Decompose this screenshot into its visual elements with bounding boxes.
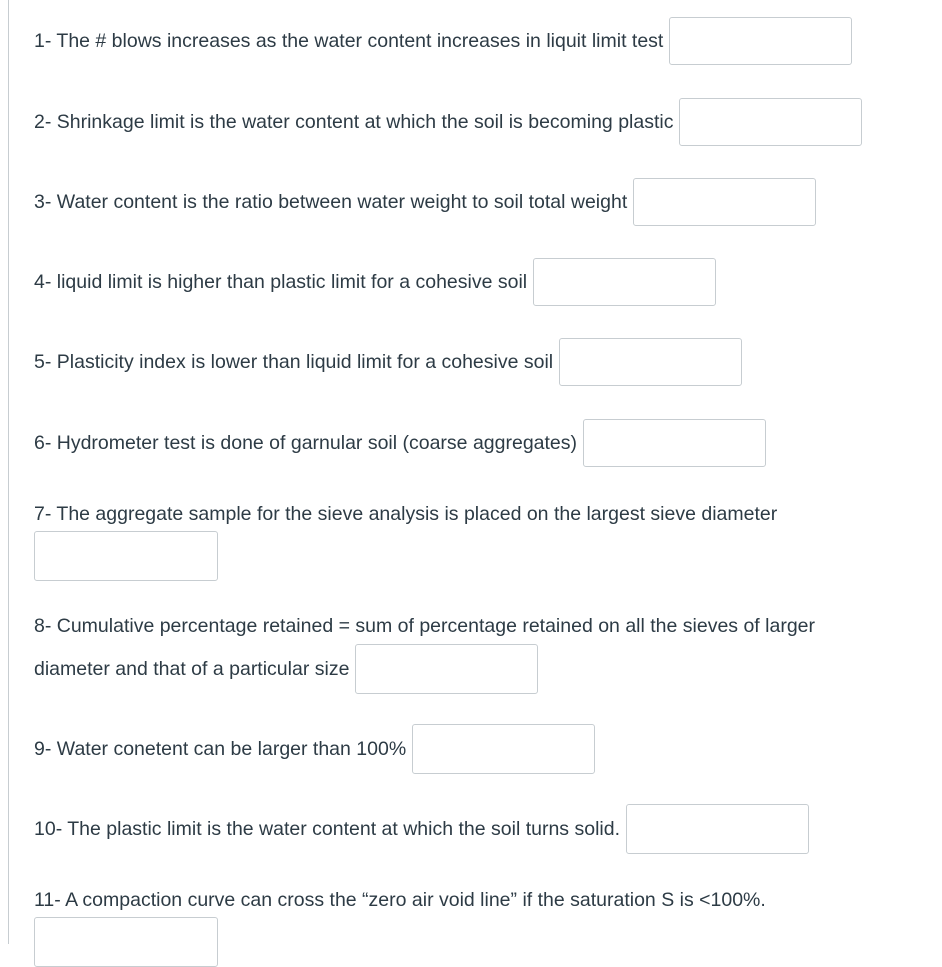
answer-input-6[interactable] <box>583 419 766 467</box>
question-4 <box>34 258 716 306</box>
question-text: 1- The # blows increases as the water content increases in liquit limit test <box>34 30 664 52</box>
answer-input-7[interactable] <box>34 531 218 581</box>
question-text: 9- Water conetent can be larger than 100% <box>34 738 407 760</box>
question-2 <box>34 98 862 146</box>
answer-input-2[interactable] <box>679 98 862 146</box>
question-1 <box>34 17 852 65</box>
question-text: 2- Shrinkage limit is the water content at which the soil is becoming plastic <box>34 111 674 133</box>
question-text: diameter and that of a particular size <box>34 658 350 680</box>
answer-input-9[interactable] <box>412 724 595 774</box>
left-border <box>8 0 9 944</box>
question-text: 6- Hydrometer test is done of garnular soil (coarse aggregates) <box>34 432 578 454</box>
question-text: 10- The plastic limit is the water content at which the soil turns solid. <box>34 818 620 840</box>
question-text: 3- Water content is the ratio between water weight to soil total weight <box>34 191 628 213</box>
question-text: 4- liquid limit is higher than plastic limit for a cohesive soil <box>34 271 528 293</box>
answer-input-1[interactable] <box>669 17 852 65</box>
question-8-line-2 <box>34 644 538 694</box>
answer-input-3[interactable] <box>633 178 816 226</box>
answer-input-4[interactable] <box>533 258 716 306</box>
answer-input-10[interactable] <box>626 804 809 854</box>
question-text: 7- The aggregate sample for the sieve analysis is placed on the largest sieve diameter <box>34 502 778 525</box>
answer-input-11[interactable] <box>34 917 218 967</box>
question-10 <box>34 804 809 854</box>
question-11 <box>34 886 766 913</box>
question-text: 11- A compaction curve can cross the “zero air void line” if the saturation S is <100%. <box>34 888 766 911</box>
question-7 <box>34 500 777 527</box>
answer-input-5[interactable] <box>559 338 742 386</box>
question-text: 5- Plasticity index is lower than liquid limit for a cohesive soil <box>34 351 554 373</box>
question-3 <box>34 178 816 226</box>
question-8-line-1 <box>34 612 815 639</box>
question-9 <box>34 724 595 774</box>
answer-input-8[interactable] <box>355 644 538 694</box>
question-text: 8- Cumulative percentage retained = sum of percentage retained on all the sieves of larger <box>34 614 815 637</box>
question-5 <box>34 338 742 386</box>
question-6 <box>34 419 766 467</box>
